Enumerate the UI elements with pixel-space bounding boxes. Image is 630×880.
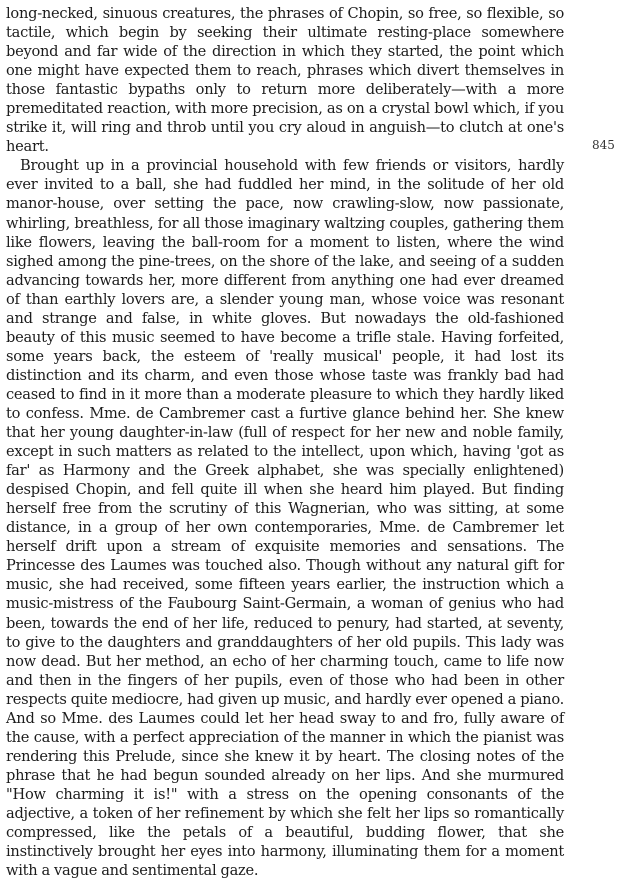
- paragraph-continuation: long-necked, sinuous creatures, the phrases of Chopin, so free, so flexible, so tactile, which begin by seeking their ultimate resting-place somewhere beyond and far wide of the direction in which they started, the point which one might have expected them to reach, phrases which divert themselves in those fantastic bypaths only to return more deliberately—with a more premeditated reaction, with more precision, as on a crystal bowl which, if you strike it, will ring and throb until you cry aloud in anguish—to clutch at one's heart.: [6, 5, 564, 156]
- paragraph-body: Brought up in a provincial household with few friends or visitors, hardly ever invited to a ball, she had fuddled her mind, in the solitude of her old manor-house, over setting the pace, now crawling-slow, now passionate, whirling, breathless, for all those imaginary waltzing couples, gathering them like flowers, leaving the ball-room for a moment to listen, where the wind sighed among the pine-trees, on the shore of the lake, and seeing of a sudden advancing towards her, more different from anything one had ever dreamed of than earthly lovers are, a slender young man, whose voice was resonant and strange and false, in white gloves. But nowadays the old-fashioned beauty of this music seemed to have become a trifle stale. Having forfeited, some years back, the esteem of 'really musical' people, it had lost its distinction and its charm, and even those whose taste was frankly bad had ceased to find in it more than a moderate pleasure to which they hardly liked to confess. Mme. de Cambremer cast a furtive glance behind her. She knew that her young daughter-in-law (full of respect for her new and noble family, except in such matters as related to the intellect, upon which, having 'got as far' as Harmony and the Greek alphabet, she was specially enlightened) despised Chopin, and fell quite ill when she heard him played. But finding herself free from the scrutiny of this Wagnerian, who was sitting, at some distance, in a group of her own contemporaries, Mme. de Cambremer let herself drift upon a stream of exquisite memories and sensations. The Princesse des Laumes was touched also. Though without any natural gift for music, she had received, some fifteen years earlier, the instruction which a music-mistress of the Faubourg Saint-Germain, a woman of genius who had been, towards the end of her life, reduced to penury, had started, at seventy, to give to the daughters and granddaughters of her old pupils. This lady was now dead. But her method, an echo of her charming touch, came to life now and then in the fingers of her pupils, even of those who had been in other respects quite mediocre, had given up music, and hardly ever opened a piano. And so Mme. des Laumes could let her head sway to and fro, fully aware of the cause, with a perfect appreciation of the manner in which the pianist was rendering this Prelude, since she knew it by heart. The closing notes of the phrase that he had begun sounded already on her lips. And she murmured "How charming it is!" with a stress on the opening consonants of the adjective, a token of her refinement by which she felt her lips so romantically compressed, like the petals of a beautiful, budding flower, that she instinctively brought her eyes into harmony, illuminating them for a moment with a vague and sentimental gaze.: [6, 157, 564, 880]
- page-body: [6, 4, 564, 880]
- page-number: 845: [592, 138, 615, 152]
